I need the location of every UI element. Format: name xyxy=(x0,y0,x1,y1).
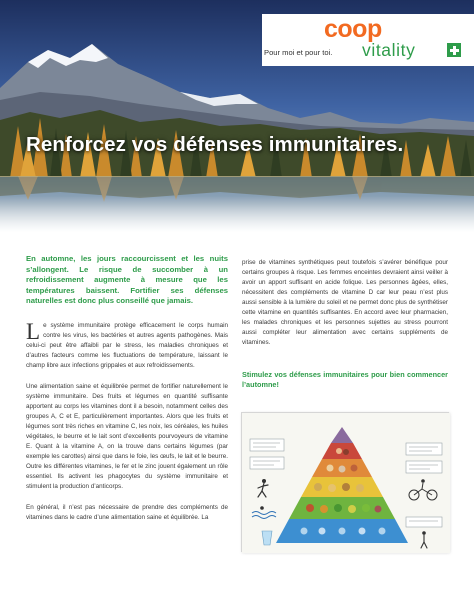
water-glass-icon xyxy=(262,531,272,545)
coop-vitality-logo xyxy=(262,14,474,66)
logo-vitality-wordmark: vitality xyxy=(362,40,416,60)
side-heading: Stimulez vos défenses immunitaires pour bien commencer l’automne! xyxy=(242,370,448,390)
food-pyramid-figure xyxy=(241,412,449,552)
drop-cap: L xyxy=(26,318,41,344)
logo-tagline: Pour moi et pour toi. xyxy=(264,48,333,57)
article-paragraph-2: Une alimentation saine et équilibrée permet de fortifier naturellement le système immunitaire. Des fruits et légumes en quantité suffisante apportent au corps les vitamines dont il a besoin, notamment celles des groupes A, C et E, particulièrement importantes. Alors que les fruits et légumes sont très riches en vitamine C, les noix, les céréales, les huiles végétales, le beurre et le lait sont d’excellents pourvoyeurs de vitamine E. Quant à la vitamine A, on la trouve dans certains légumes (par exemple les carottes) ainsi que dans le foie, les œufs, le lait et le beurre. Outre les différentes vitamines, le fer et le zinc jouent également un rôle essentiel. Ils activent les phagocytes du système immunitaire et stimulent la production d’anticorps. xyxy=(26,382,228,490)
article-paragraph-4: prise de vitamines synthétiques peut toutefois s’avérer bénéfique pour certains groupes à risque. Les femmes enceintes devraient ainsi veiller à avoir un apport suffisant en acide folique. Les personnes âgées, elles, nécessitent des compléments de vitamine D car leur peau n’est plus aussi sensible à la lumière du soleil et ne permet donc plus de synthétiser cette vitamine en quantités suffisantes. En accord avec leur pharmacien, les malades chroniques et les personnes sujettes au stress pourront aussi compléter leur alimentation avec certains suppléments de vitamines. xyxy=(242,259,448,346)
article-paragraph-1-text: e système immunitaire protège efficacement le corps humain contre les virus, les bactéries et autres agents pathogènes. Mais celui-ci peut être affaibli par le stress, les maladies chroniques et d’autres facteurs comme les fluctuations de température, laissant le champ libre aux infections grippales et aux refroidissements. xyxy=(26,321,228,369)
article-paragraph-3: En général, il n’est pas nécessaire de prendre des compléments de vitamines dans le cadre d’une alimentation saine et équilibrée. La xyxy=(26,503,228,521)
logo-coop-wordmark: coop xyxy=(324,15,382,43)
article-column-right xyxy=(242,258,448,391)
pharmacy-cross-icon xyxy=(447,43,461,57)
page-title: Renforcez vos défenses immunitaires. xyxy=(26,133,404,156)
article-paragraph-1 xyxy=(26,318,228,371)
article-lead: En automne, les jours raccourcissent et les nuits s’allongent. Le risque de succomber à un refroidissement augmente à mesure que les températures baissent. Fortifier ses défenses naturelles est donc plus conseillé que jamais. xyxy=(26,254,228,306)
article-column-left xyxy=(26,254,228,523)
food-pyramid-illustration xyxy=(242,413,450,553)
